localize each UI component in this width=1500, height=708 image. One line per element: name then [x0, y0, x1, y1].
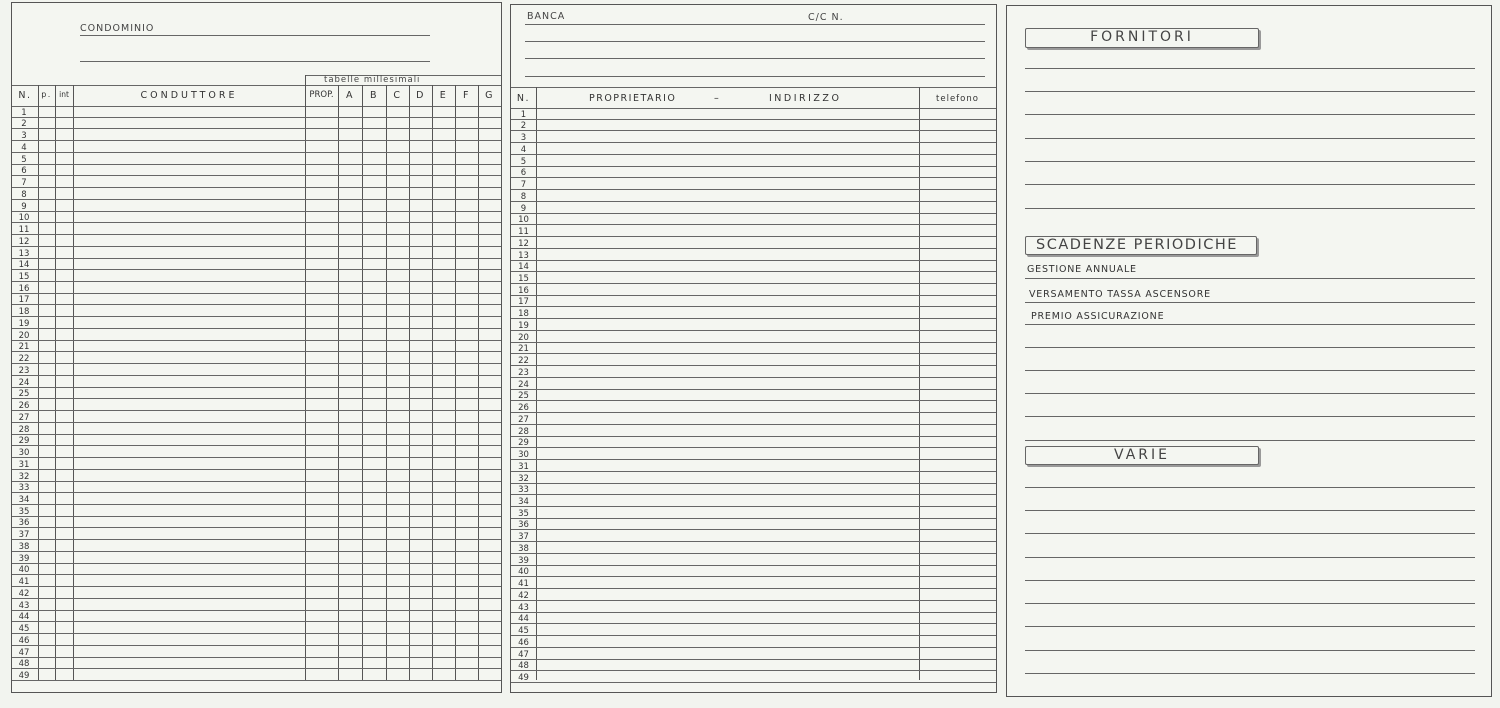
row-number: 37 — [18, 530, 30, 541]
row-number: 5 — [21, 154, 27, 165]
row-number: 33 — [18, 483, 30, 494]
scadenze-line-6[interactable] — [1025, 393, 1475, 394]
row-number: 12 — [18, 236, 30, 247]
table-row[interactable] — [12, 493, 501, 505]
row-number: 26 — [518, 403, 529, 414]
row-number: 4 — [21, 142, 27, 153]
row-number: 25 — [18, 389, 30, 400]
table-row[interactable] — [12, 141, 501, 153]
row-number: 11 — [518, 227, 529, 238]
scadenze-line-5[interactable] — [1025, 370, 1475, 371]
table-row[interactable] — [511, 331, 996, 343]
row-number: 25 — [518, 391, 529, 402]
banca-label: BANCA — [527, 11, 566, 22]
table-row[interactable] — [511, 343, 996, 355]
row-number: 24 — [18, 377, 30, 388]
row-number: 24 — [518, 379, 529, 390]
table-row[interactable] — [511, 366, 996, 378]
row-number: 12 — [518, 238, 529, 249]
row-number: 35 — [18, 506, 30, 517]
table-row[interactable] — [511, 120, 996, 132]
row-number: 40 — [18, 565, 30, 576]
row-number: 44 — [18, 612, 30, 623]
table-row[interactable] — [12, 399, 501, 411]
table-row[interactable] — [511, 448, 996, 460]
row-number: 41 — [18, 577, 30, 588]
table-row[interactable] — [12, 282, 501, 294]
row-number: 13 — [518, 250, 529, 261]
row-number: 39 — [18, 553, 30, 564]
row-number: 9 — [21, 201, 27, 212]
row-number: 41 — [518, 579, 529, 590]
table-row[interactable] — [12, 423, 501, 435]
row-number: 1 — [520, 109, 527, 120]
varie-line-9[interactable] — [1025, 673, 1475, 674]
row-number: 10 — [518, 215, 529, 226]
scadenze-title: SCADENZE PERIODICHE — [1025, 236, 1257, 255]
col-conduttore-header: CONDUTTORE — [140, 90, 238, 101]
col-n-header: N. — [516, 93, 531, 104]
scadenza-item-1: GESTIONE ANNUALE — [1027, 264, 1137, 275]
table-row[interactable] — [12, 528, 501, 540]
condominio-label: CONDOMINIO — [80, 23, 155, 34]
row-number: 27 — [18, 412, 30, 423]
table-row[interactable] — [511, 237, 996, 249]
scadenze-line-3[interactable] — [1025, 324, 1475, 325]
row-number: 7 — [520, 180, 527, 191]
table-row[interactable] — [511, 190, 996, 202]
row-number: 47 — [518, 649, 529, 660]
row-number: 20 — [18, 330, 30, 341]
row-number: 43 — [18, 600, 30, 611]
table-row[interactable] — [511, 249, 996, 261]
condominio-line-1[interactable] — [80, 35, 430, 36]
row-number: 11 — [18, 225, 30, 236]
row-number: 26 — [18, 401, 30, 412]
table-row[interactable] — [511, 519, 996, 531]
table-row[interactable] — [511, 214, 996, 226]
table-row[interactable] — [12, 341, 501, 353]
row-number: 14 — [18, 260, 30, 271]
table-row[interactable] — [12, 352, 501, 364]
row-number: 45 — [518, 626, 529, 637]
row-number: 36 — [18, 518, 30, 529]
middle-table-rows — [511, 108, 996, 683]
row-number: 2 — [21, 119, 27, 130]
row-number: 1 — [21, 107, 27, 118]
table-row[interactable] — [511, 507, 996, 519]
table-row[interactable] — [511, 554, 996, 566]
varie-line-4[interactable] — [1025, 557, 1475, 558]
varie-line-6[interactable] — [1025, 603, 1475, 604]
table-row[interactable] — [12, 294, 501, 306]
banca-line-3[interactable] — [525, 58, 985, 59]
table-row[interactable] — [511, 378, 996, 390]
table-row[interactable] — [511, 202, 996, 214]
row-number: 19 — [518, 320, 529, 331]
row-number: 9 — [520, 203, 527, 214]
table-row[interactable] — [511, 472, 996, 484]
table-row[interactable] — [12, 317, 501, 329]
table-row[interactable] — [511, 542, 996, 554]
row-number: 18 — [18, 307, 30, 318]
table-row[interactable] — [12, 106, 501, 118]
condominio-line-2[interactable] — [80, 61, 430, 62]
table-row[interactable] — [12, 564, 501, 576]
table-row[interactable] — [12, 411, 501, 423]
table-row[interactable] — [12, 212, 501, 224]
col-telefono-header: telefono — [936, 94, 979, 104]
col-dash-header: – — [714, 93, 721, 104]
row-number: 30 — [518, 450, 529, 461]
row-number: 17 — [18, 295, 30, 306]
row-number: 27 — [518, 414, 529, 425]
table-row[interactable] — [12, 505, 501, 517]
row-number: 17 — [518, 297, 529, 308]
row-number: 4 — [520, 144, 527, 155]
table-row[interactable] — [12, 329, 501, 341]
table-row[interactable] — [12, 376, 501, 388]
table-row[interactable] — [12, 622, 501, 634]
col-proprietario-header: PROPRIETARIO — [589, 93, 677, 104]
row-number: 6 — [520, 168, 527, 179]
table-row[interactable] — [12, 458, 501, 470]
table-row[interactable] — [511, 155, 996, 167]
table-row[interactable] — [511, 354, 996, 366]
row-number: 13 — [18, 248, 30, 259]
col-g-header: G — [485, 90, 494, 101]
row-number: 45 — [18, 624, 30, 635]
table-row[interactable] — [12, 669, 501, 681]
table-row[interactable] — [511, 413, 996, 425]
row-number: 15 — [518, 274, 529, 285]
table-row[interactable] — [511, 648, 996, 660]
table-row[interactable] — [511, 484, 996, 496]
scadenze-line-8[interactable] — [1025, 440, 1475, 441]
left-page — [11, 2, 502, 693]
table-row[interactable] — [12, 646, 501, 658]
banca-line-4[interactable] — [525, 76, 985, 77]
table-row[interactable] — [511, 261, 996, 273]
cc-label: C/C N. — [808, 12, 844, 23]
fornitori-line-1[interactable] — [1025, 68, 1475, 69]
row-number: 34 — [18, 494, 30, 505]
table-row[interactable] — [12, 599, 501, 611]
table-row[interactable] — [12, 482, 501, 494]
table-row[interactable] — [12, 517, 501, 529]
table-row[interactable] — [511, 225, 996, 237]
table-row[interactable] — [12, 259, 501, 271]
fornitori-line-7[interactable] — [1025, 208, 1475, 209]
table-row[interactable] — [12, 611, 501, 623]
scadenze-line-4[interactable] — [1025, 347, 1475, 348]
fornitori-line-5[interactable] — [1025, 161, 1475, 162]
row-number: 31 — [518, 461, 529, 472]
middle-page — [510, 4, 997, 693]
table-row[interactable] — [12, 305, 501, 317]
table-row[interactable] — [12, 235, 501, 247]
varie-line-2[interactable] — [1025, 510, 1475, 511]
varie-line-8[interactable] — [1025, 650, 1475, 651]
table-row[interactable] — [12, 435, 501, 447]
col-d-header: D — [416, 90, 425, 101]
table-row[interactable] — [511, 624, 996, 636]
table-row[interactable] — [12, 118, 501, 130]
table-row[interactable] — [12, 223, 501, 235]
row-number: 33 — [518, 485, 529, 496]
row-number: 49 — [18, 670, 30, 681]
table-row[interactable] — [12, 247, 501, 259]
row-number: 48 — [18, 659, 30, 670]
scadenze-line-2[interactable] — [1025, 302, 1475, 303]
row-number: 43 — [518, 602, 529, 613]
row-number: 20 — [518, 332, 529, 343]
table-row[interactable] — [511, 284, 996, 296]
row-number: 37 — [518, 532, 529, 543]
table-row[interactable] — [511, 437, 996, 449]
fornitori-line-4[interactable] — [1025, 138, 1475, 139]
table-row[interactable] — [511, 495, 996, 507]
table-row[interactable] — [511, 143, 996, 155]
left-table-rows — [12, 106, 501, 681]
col-indirizzo-header: INDIRIZZO — [769, 93, 842, 104]
table-row[interactable] — [511, 636, 996, 648]
row-number: 48 — [518, 661, 529, 672]
table-row[interactable] — [511, 671, 996, 683]
row-number: 29 — [18, 436, 30, 447]
table-row[interactable] — [511, 601, 996, 613]
row-number: 42 — [518, 590, 529, 601]
table-row[interactable] — [511, 307, 996, 319]
table-row[interactable] — [12, 552, 501, 564]
col-f-header: F — [463, 90, 470, 101]
row-number: 32 — [518, 473, 529, 484]
row-number: 38 — [18, 541, 30, 552]
table-row[interactable] — [511, 108, 996, 120]
table-row[interactable] — [12, 587, 501, 599]
row-number: 19 — [18, 318, 30, 329]
tabelle-millesimali-label: tabelle millesimali — [324, 75, 421, 85]
row-number: 32 — [18, 471, 30, 482]
row-number: 47 — [18, 647, 30, 658]
table-row[interactable] — [511, 296, 996, 308]
table-row[interactable] — [511, 566, 996, 578]
scadenza-item-3: PREMIO ASSICURAZIONE — [1031, 311, 1165, 322]
row-number: 39 — [518, 555, 529, 566]
row-number: 7 — [21, 178, 27, 189]
col-int-header: int — [59, 90, 69, 99]
col-c-header: C — [393, 90, 402, 101]
table-row[interactable] — [511, 530, 996, 542]
col-prop-header: PROP. — [309, 90, 334, 100]
row-number: 28 — [518, 426, 529, 437]
table-row[interactable] — [511, 589, 996, 601]
table-row[interactable] — [12, 165, 501, 177]
row-number: 40 — [518, 567, 529, 578]
row-number: 2 — [520, 121, 527, 132]
table-row[interactable] — [511, 401, 996, 413]
row-number: 29 — [518, 438, 529, 449]
table-row[interactable] — [12, 188, 501, 200]
table-row[interactable] — [12, 364, 501, 376]
col-e-header: E — [439, 90, 448, 101]
col-a-header: A — [346, 90, 354, 101]
varie-line-7[interactable] — [1025, 626, 1475, 627]
row-number: 35 — [518, 508, 529, 519]
table-row[interactable] — [511, 178, 996, 190]
table-row[interactable] — [12, 200, 501, 212]
table-row[interactable] — [511, 131, 996, 143]
row-number: 10 — [18, 213, 30, 224]
row-number: 18 — [518, 309, 529, 320]
row-number: 34 — [518, 496, 529, 507]
varie-title: VARIE — [1025, 446, 1259, 465]
row-number: 21 — [518, 344, 529, 355]
table-row[interactable] — [12, 129, 501, 141]
banca-line-2[interactable] — [525, 41, 985, 42]
row-number: 6 — [21, 166, 27, 177]
scadenza-item-2: VERSAMENTO TASSA ASCENSORE — [1029, 289, 1211, 300]
table-row[interactable] — [511, 319, 996, 331]
fornitori-line-3[interactable] — [1025, 114, 1475, 115]
col-b-header: B — [369, 90, 379, 101]
row-number: 23 — [18, 365, 30, 376]
varie-line-5[interactable] — [1025, 580, 1475, 581]
row-number: 21 — [18, 342, 30, 353]
table-row[interactable] — [12, 176, 501, 188]
row-number: 31 — [18, 459, 30, 470]
table-row[interactable] — [12, 446, 501, 458]
fornitori-line-6[interactable] — [1025, 184, 1475, 185]
row-number: 16 — [518, 285, 529, 296]
table-row[interactable] — [511, 272, 996, 284]
row-number: 22 — [518, 356, 529, 367]
fornitori-line-2[interactable] — [1025, 91, 1475, 92]
row-number: 36 — [518, 520, 529, 531]
row-number: 38 — [518, 543, 529, 554]
row-number: 42 — [18, 588, 30, 599]
row-number: 3 — [21, 131, 27, 142]
varie-line-1[interactable] — [1025, 487, 1475, 488]
table-row[interactable] — [511, 390, 996, 402]
scadenze-line-1[interactable] — [1025, 278, 1475, 279]
row-number: 46 — [18, 635, 30, 646]
row-number: 22 — [18, 354, 30, 365]
table-row[interactable] — [12, 470, 501, 482]
table-row[interactable] — [12, 634, 501, 646]
row-number: 16 — [18, 283, 30, 294]
table-row[interactable] — [12, 153, 501, 165]
table-row[interactable] — [511, 660, 996, 672]
row-number: 49 — [518, 672, 529, 683]
banca-line-1[interactable] — [525, 24, 985, 25]
row-number: 28 — [18, 424, 30, 435]
varie-line-3[interactable] — [1025, 533, 1475, 534]
table-row[interactable] — [511, 577, 996, 589]
table-row[interactable] — [12, 388, 501, 400]
table-row[interactable] — [12, 540, 501, 552]
table-row[interactable] — [12, 270, 501, 282]
fornitori-title: FORNITORI — [1025, 28, 1259, 48]
table-row[interactable] — [511, 167, 996, 179]
row-number: 3 — [520, 133, 527, 144]
row-number: 15 — [18, 272, 30, 283]
col-n-header: N. — [18, 90, 32, 101]
right-page — [1006, 5, 1492, 697]
table-row[interactable] — [511, 613, 996, 625]
scadenze-line-7[interactable] — [1025, 416, 1475, 417]
table-row[interactable] — [511, 460, 996, 472]
table-row[interactable] — [511, 425, 996, 437]
row-number: 46 — [518, 637, 529, 648]
col-p-header: p. — [41, 90, 52, 99]
row-number: 5 — [520, 156, 527, 167]
table-row[interactable] — [12, 575, 501, 587]
row-number: 44 — [518, 614, 529, 625]
row-number: 14 — [518, 262, 529, 273]
table-row[interactable] — [12, 658, 501, 670]
row-number: 8 — [21, 189, 27, 200]
row-number: 8 — [520, 191, 527, 202]
row-number: 23 — [518, 367, 529, 378]
row-number: 30 — [18, 448, 30, 459]
